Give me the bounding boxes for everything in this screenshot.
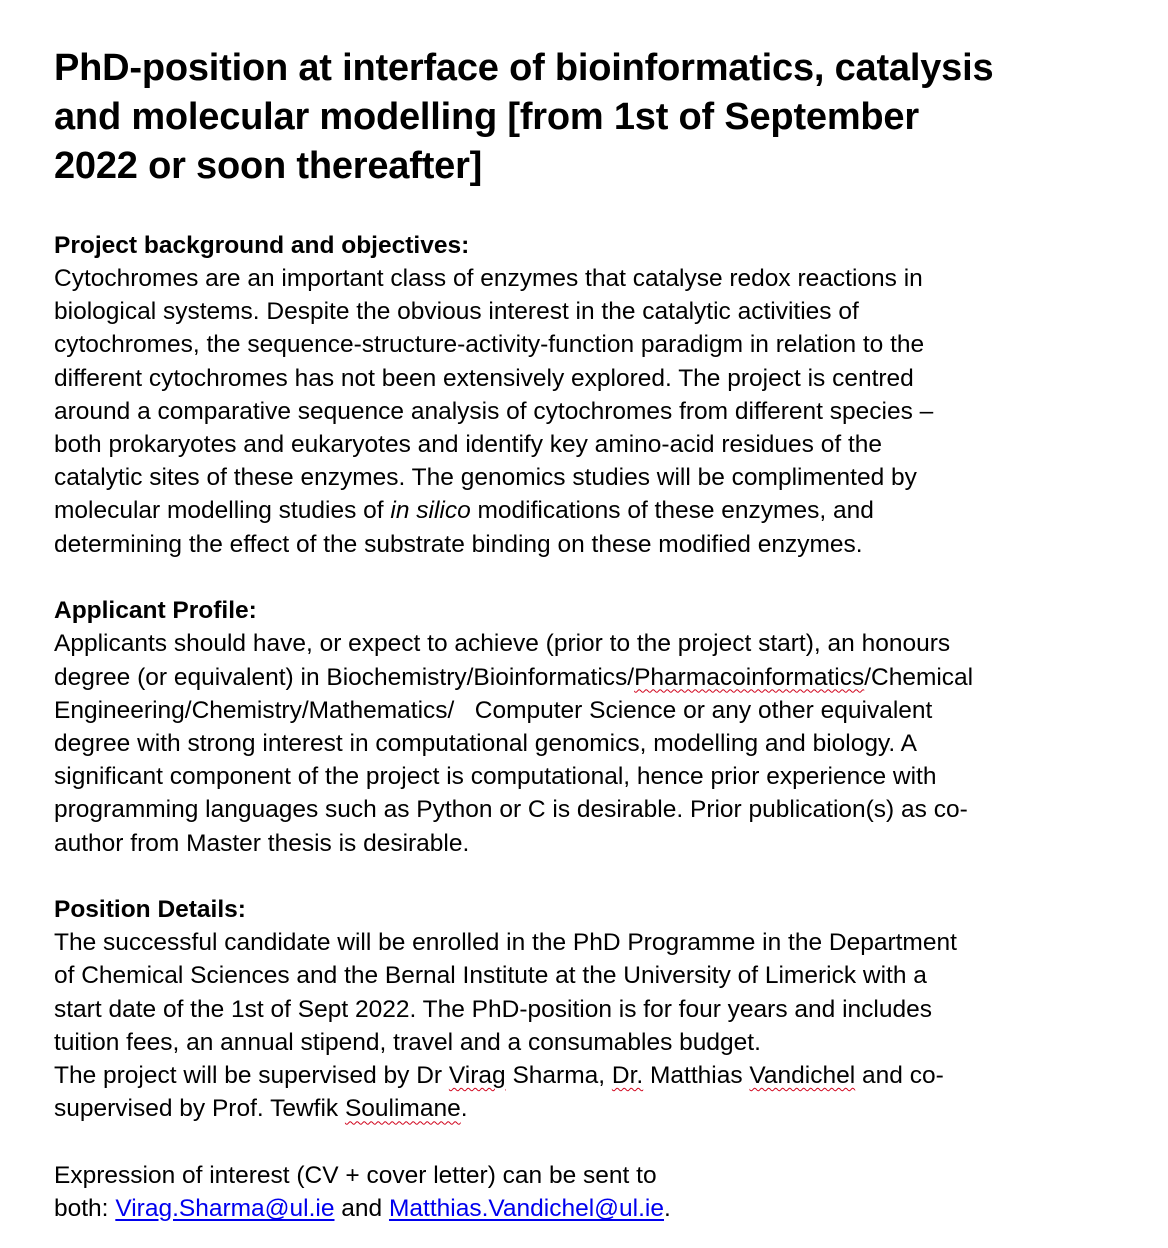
email-link-vandichel[interactable]: Matthias.Vandichel@ul.ie — [388, 1195, 664, 1223]
spacer — [54, 1125, 1144, 1159]
text-line: catalytic sites of these enzymes. The genomics studies will be complimented by — [54, 464, 917, 492]
text-fragment: . — [664, 1195, 671, 1223]
text-fragment: /Chemical — [864, 663, 974, 691]
section-body — [54, 627, 1144, 859]
text-line: biological systems. Despite the obvious interest in the catalytic activities of — [54, 298, 859, 326]
text-fragment: supervised by Prof. Tewfik — [54, 1095, 345, 1123]
section-heading: Project background and objectives: — [54, 232, 470, 259]
text-line: degree with strong interest in computational genomics, modelling and biology. A — [54, 729, 917, 757]
document-title — [54, 44, 1144, 191]
section-body — [54, 1159, 1144, 1225]
section-body — [54, 262, 1144, 561]
text-line: around a comparative sequence analysis of cytochromes from different species – — [54, 397, 934, 425]
title-line: PhD-position at interface of bioinformatics, catalysis — [54, 47, 994, 89]
applicant-profile-section — [54, 594, 1144, 859]
text-line: Engineering/Chemistry/Mathematics/ Computer Science or any other equivalent — [54, 696, 933, 724]
title-line: 2022 or soon thereafter] — [54, 145, 483, 187]
spellcheck-flagged-word[interactable]: Pharmacoinformatics — [634, 663, 865, 691]
italic-term: in silico — [390, 497, 471, 525]
section-heading: Applicant Profile: — [54, 597, 257, 625]
text-line: cytochromes, the sequence-structure-activity-function paradigm in relation to the — [54, 331, 925, 359]
spellcheck-flagged-word[interactable]: Vandichel — [749, 1062, 856, 1090]
spellcheck-flagged-word[interactable]: Soulimane — [344, 1095, 461, 1123]
text-line — [54, 1059, 1144, 1092]
text-line: determining the effect of the substrate binding on these modified enzymes. — [54, 530, 863, 558]
text-line — [54, 494, 1144, 527]
position-details-section — [54, 893, 1144, 1125]
title-line: and molecular modelling [from 1st of September — [54, 96, 919, 138]
text-line: Expression of interest (CV + cover letter) can be sent to — [54, 1161, 657, 1189]
text-fragment: . — [460, 1095, 468, 1123]
text-line: both prokaryotes and eukaryotes and identify key amino-acid residues of the — [54, 431, 883, 459]
text-line — [54, 1192, 1144, 1225]
text-line: Applicants should have, or expect to achieve (prior to the project start), an honours — [54, 630, 951, 658]
text-fragment: modifications of these enzymes, and — [470, 497, 874, 525]
text-fragment: Matthias — [643, 1062, 750, 1090]
text-line: Cytochromes are an important class of enzymes that catalyse redox reactions in — [54, 265, 923, 292]
text-fragment: both: — [54, 1195, 116, 1223]
text-line: different cytochromes has not been extensively explored. The project is centred — [54, 364, 914, 392]
document-page — [54, 44, 1144, 1225]
spacer — [54, 191, 1144, 229]
text-fragment: Sharma, — [505, 1062, 612, 1090]
text-fragment: and co- — [855, 1062, 944, 1090]
text-fragment: degree (or equivalent) in Biochemistry/Bioinformatics/ — [54, 663, 635, 691]
text-line: programming languages such as Python or C is desirable. Prior publication(s) as co- — [54, 796, 968, 824]
contact-section — [54, 1159, 1144, 1225]
text-line — [54, 661, 1144, 694]
text-line: tuition fees, an annual stipend, travel and a consumables budget. — [54, 1028, 761, 1056]
text-line: of Chemical Sciences and the Bernal Institute at the University of Limerick with a — [54, 962, 927, 990]
text-line — [54, 1092, 1144, 1125]
text-line: significant component of the project is computational, hence prior experience with — [54, 763, 937, 791]
project-background-section — [54, 229, 1144, 561]
text-fragment: The project will be supervised by Dr — [54, 1062, 449, 1090]
section-heading: Position Details: — [54, 896, 246, 924]
section-body — [54, 926, 1144, 1125]
spellcheck-flagged-word[interactable]: Dr. — [611, 1062, 644, 1090]
text-fragment: molecular modelling studies of — [54, 497, 391, 525]
text-fragment: and — [334, 1195, 389, 1223]
spellcheck-flagged-word[interactable]: Virag — [448, 1062, 506, 1090]
spacer — [54, 860, 1144, 894]
email-link-sharma[interactable]: Virag.Sharma@ul.ie — [115, 1195, 335, 1223]
spacer — [54, 561, 1144, 595]
text-line: author from Master thesis is desirable. — [54, 829, 470, 857]
text-line: The successful candidate will be enrolled in the PhD Programme in the Department — [54, 929, 957, 957]
text-line: start date of the 1st of Sept 2022. The PhD-position is for four years and includes — [54, 995, 932, 1023]
